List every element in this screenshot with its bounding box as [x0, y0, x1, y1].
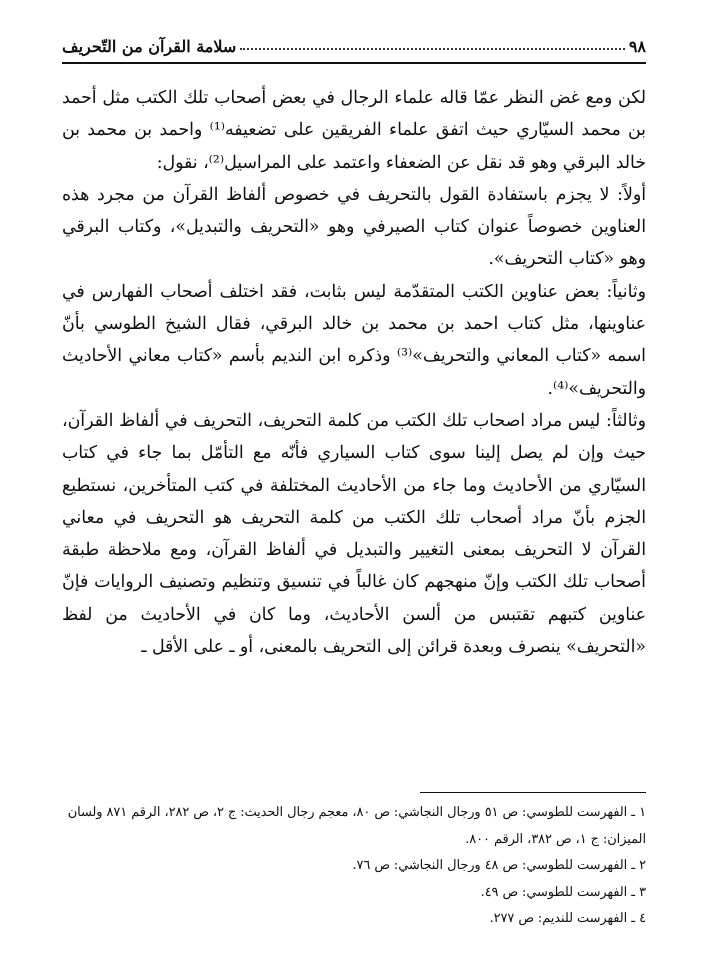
running-head [62, 30, 646, 56]
footnote-separator [420, 792, 646, 793]
footnotes [62, 800, 646, 933]
body-text [62, 82, 646, 663]
dotted-leader [240, 48, 624, 50]
paragraph-3: وثانياً: بعض عناوين الكتب المتقدّمة ليس بثابت، فقد اختلف أصحاب الفهارس في عناوينها، مثل كتاب احمد بن محمد بن خالد البرقي، فقال الشيخ الطوسي بأنّ اسمه «كتاب المعاني والتحريف»⁽³⁾ وذكره ابن النديم بأسم «كتاب معاني الأحاديث والتحريف»⁽⁴⁾. [62, 281, 646, 399]
paragraph-1: لكن ومع غض النظر عمّا قاله علماء الرجال في بعض أصحاب تلك الكتب مثل أحمد بن محمد السيّاري حيث اتفق علماء الفريقين على تضعيفه⁽¹⁾ واحمد بن محمد بن خالد البرقي وهو قد نقل عن الضعفاء واعتمد على المراسيل⁽²⁾، نقول: [62, 88, 646, 173]
footnote-2: ٢ ـ الفهرست للطوسي: ص ٤٨ ورجال النجاشي: ص ٧٦. [352, 858, 646, 873]
running-title: سلامة القرآن من التّحريف [62, 37, 237, 56]
header-rule [62, 62, 646, 64]
paragraph-4: وثالثاً: ليس مراد اصحاب تلك الكتب من كلمة التحريف، التحريف في ألفاظ القرآن، حيث وإن لم يصل إلينا سوى كتاب السياري فأنّه مع التأمّل بما جاء في كتاب السيّاري من الأحاديث وما جاء من الأحاديث المختلفة في كتب المتأخرين، نستطيع الجزم بأنّ مراد أصحاب تلك الكتب من كلمة التحريف هو التحريف في معاني القرآن لا التحريف بمعنى التغيير والتبديل في ألفاظ القرآن، ومع ملاحظة طبقة أصحاب تلك الكتب وإنّ منهجهم كان غالباً في تنسيق وتنظيم وتصنيف الروايات فإنّ عناوين كتبهم تقتبس من ألسن الأحاديث، وما كان في الأحاديث من لفظ «التحريف» ينصرف وبعدة قرائن إلى التحريف بالمعنى، أو ـ على الأقل ـ [62, 410, 646, 658]
footnote-4: ٤ ـ الفهرست للنديم: ص ٢٧٧. [489, 911, 646, 926]
paragraph-2: أولاً: لا يجزم باستفادة القول بالتحريف في خصوص ألفاظ القرآن من مجرد هذه العناوين خصوصاً عنوان كتاب الصيرفي وهو «التحريف والتبديل»، وكتاب البرقي وهو «كتاب التحريف». [62, 184, 646, 270]
footnote-3: ٣ ـ الفهرست للطوسي: ص ٤٩. [480, 884, 646, 900]
footnote-1: ١ ـ الفهرست للطوسي: ص ٥١ ورجال النجاشي: ص ٨٠، معجم رجال الحديث: ج ٢، ص ٢٨٢، الرقم ٨٧١ ولسان الميزان: ج ١، ص ٣٨٢، الرقم ٨٠٠. [67, 805, 646, 847]
page-number: ٩٨ [628, 37, 646, 56]
